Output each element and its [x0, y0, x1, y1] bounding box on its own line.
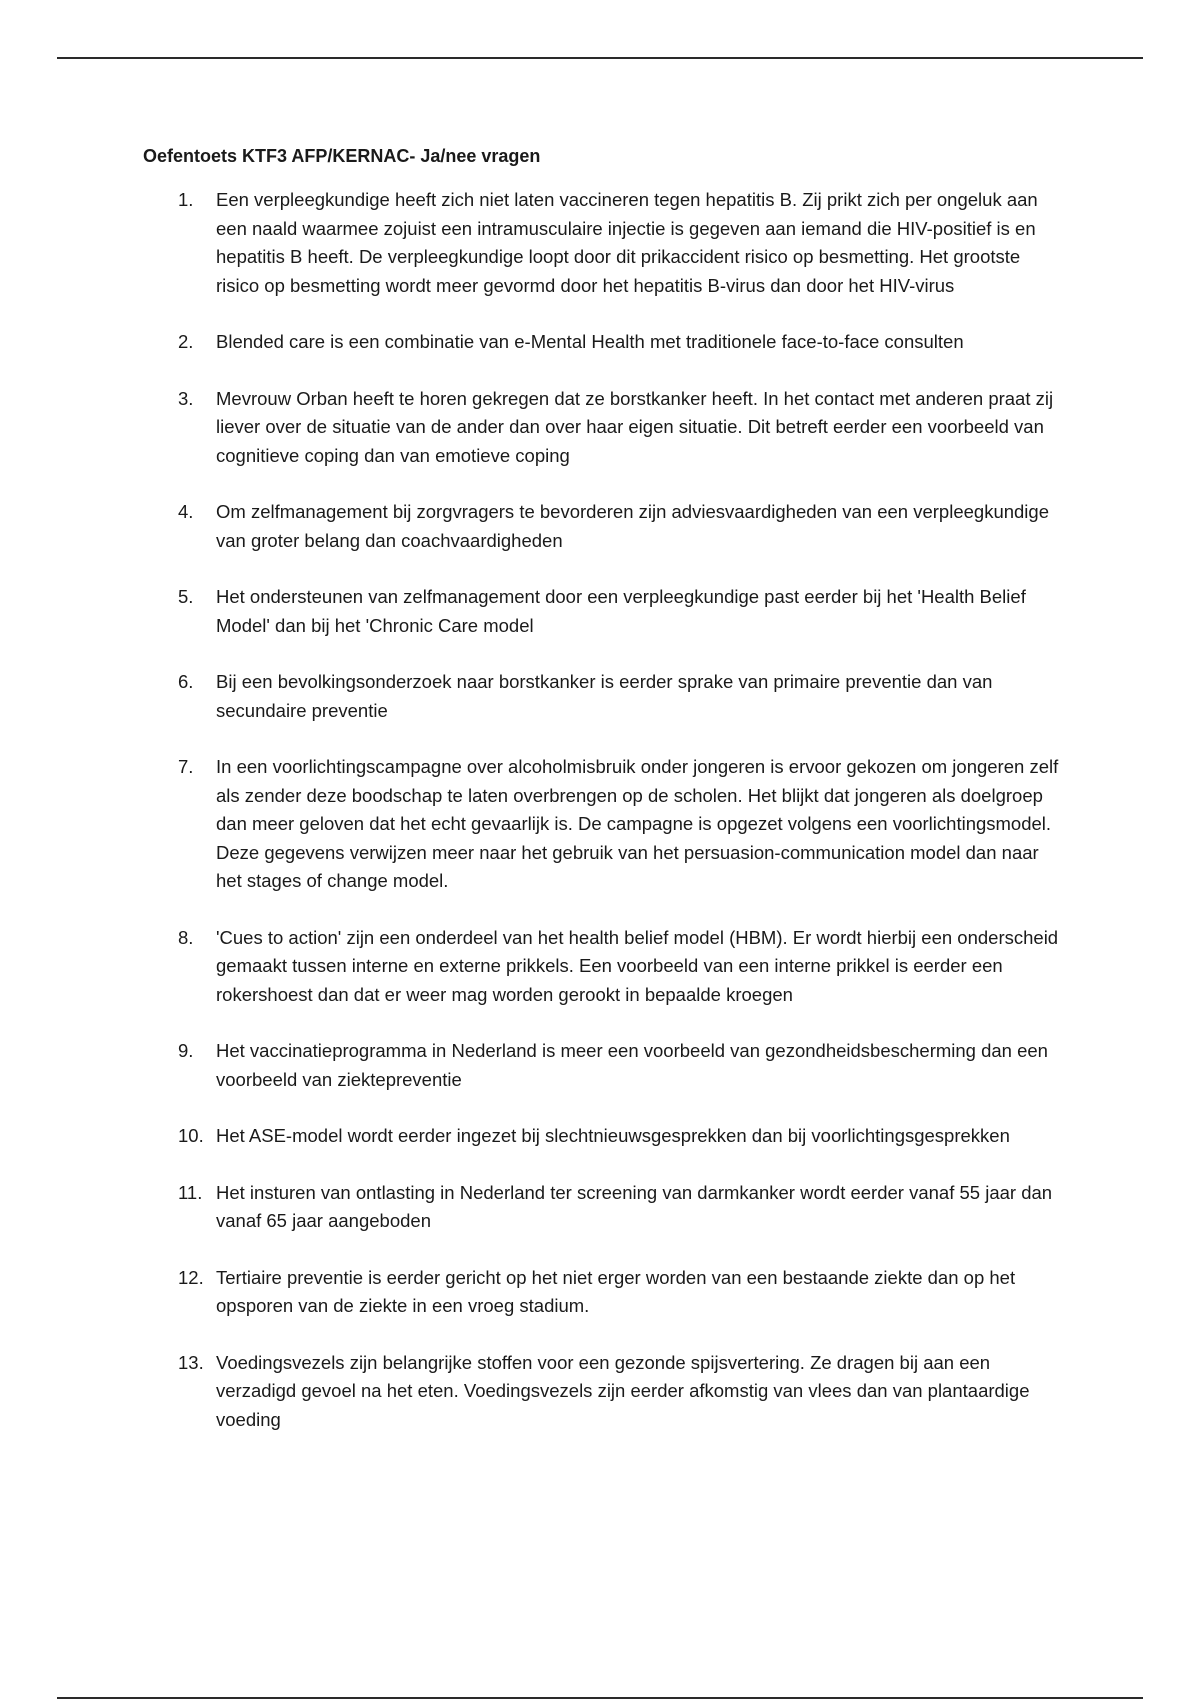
question-text: Het ondersteunen van zelfmanagement door een verpleegkundige past eerder bij het 'Health Belief Model' dan bij het 'Chronic Care model [216, 586, 1026, 636]
document-body [143, 144, 1063, 1462]
header-rule [57, 57, 1143, 59]
question-text: 'Cues to action' zijn een onderdeel van het health belief model (HBM). Er wordt hierbij een onderscheid gemaakt tussen interne en externe prikkels. Een voorbeeld van een interne prikkel is eerder een rokershoest dan dat er weer mag worden gerookt in bepaalde kroegen [216, 926, 1059, 1005]
question-text: Het insturen van ontlasting in Nederland ter screening van darmkanker wordt eerder vanaf 55 jaar dan vanaf 65 jaar aangeboden [216, 1181, 1053, 1231]
question-number: 10. [178, 1125, 204, 1146]
question-number: 2. [178, 331, 194, 352]
document-title: Oefentoets KTF3 AFP/KERNAC- Ja/nee vragen [143, 146, 541, 166]
question-number: 1. [178, 189, 194, 210]
question-number: 11. [178, 1181, 203, 1203]
question-number: 5. [178, 586, 194, 607]
question-text: In een voorlichtingscampagne over alcoholmisbruik onder jongeren is ervoor gekozen om jongeren zelf als zender deze boodschap te laten overbrengen op de scholen. Het blijkt dat jongeren als doelgroep dan meer geloven dat het echt gevaarlijk is. De campagne is opgezet volgens een voorlichtingsmodel. Deze gegevens verwijzen meer naar het gebruik van het persuasion-communication model dan naar het stages of change model. [216, 756, 1059, 891]
question-number: 3. [178, 387, 194, 409]
question-number: 12. [178, 1266, 204, 1288]
question-item [143, 1349, 1063, 1435]
question-item [143, 753, 1063, 896]
question-number: 8. [178, 926, 194, 948]
question-item [143, 583, 1063, 640]
question-number: 6. [178, 671, 194, 692]
footer-rule [57, 1697, 1143, 1699]
question-text: Blended care is een combinatie van e-Mental Health met traditionele face-to-face consulten [216, 331, 964, 352]
question-number: 9. [178, 1040, 194, 1061]
question-text: Een verpleegkundige heeft zich niet laten vaccineren tegen hepatitis B. Zij prikt zich per ongeluk aan een naald waarmee zojuist een intramusculaire injectie is gegeven aan iemand die HIV-positief is en hepatitis B heeft. De verpleegkundige loopt door dit prikaccident risico op besmetting. Het grootste risico op besmetting wordt meer gevormd door het hepatitis B-virus dan door het HIV-virus [216, 189, 1038, 296]
question-item [143, 385, 1063, 471]
question-item [143, 186, 1063, 300]
question-item [143, 1037, 1063, 1094]
question-text: Mevrouw Orban heeft te horen gekregen dat ze borstkanker heeft. In het contact met anderen praat zij liever over de situatie van de ander dan over haar eigen situatie. Dit betreft eerder een voorbeeld van cognitieve coping dan van emotieve coping [216, 387, 1054, 466]
question-text: Voedingsvezels zijn belangrijke stoffen voor een gezonde spijsvertering. Ze dragen bij aan een verzadigd gevoel na het eten. Voedingsvezels zijn eerder afkomstig van vlees dan van plantaardige voeding [216, 1351, 1030, 1430]
question-text: Om zelfmanagement bij zorgvragers te bevorderen zijn adviesvaardigheden van een verpleegkundige van groter belang dan coachvaardigheden [216, 501, 1049, 551]
question-item [143, 498, 1063, 555]
question-item [143, 1179, 1063, 1236]
question-number: 13. [178, 1351, 204, 1373]
question-item [143, 668, 1063, 725]
question-text: Bij een bevolkingsonderzoek naar borstkanker is eerder sprake van primaire preventie dan van secundaire preventie [216, 671, 993, 721]
question-item [143, 328, 1063, 357]
question-item [143, 1264, 1063, 1321]
question-number: 4. [178, 501, 194, 522]
question-text: Het ASE-model wordt eerder ingezet bij slechtnieuwsgesprekken dan bij voorlichtingsgesprekken [216, 1125, 1010, 1146]
question-item [143, 924, 1063, 1010]
question-item [143, 1122, 1063, 1151]
question-text: Tertiaire preventie is eerder gericht op het niet erger worden van een bestaande ziekte dan op het opsporen van de ziekte in een vroeg stadium. [216, 1266, 1016, 1316]
question-text: Het vaccinatieprogramma in Nederland is meer een voorbeeld van gezondheidsbescherming dan een voorbeeld van ziektepreventie [216, 1040, 1048, 1090]
question-list [143, 186, 1063, 1434]
question-number: 7. [178, 756, 194, 777]
